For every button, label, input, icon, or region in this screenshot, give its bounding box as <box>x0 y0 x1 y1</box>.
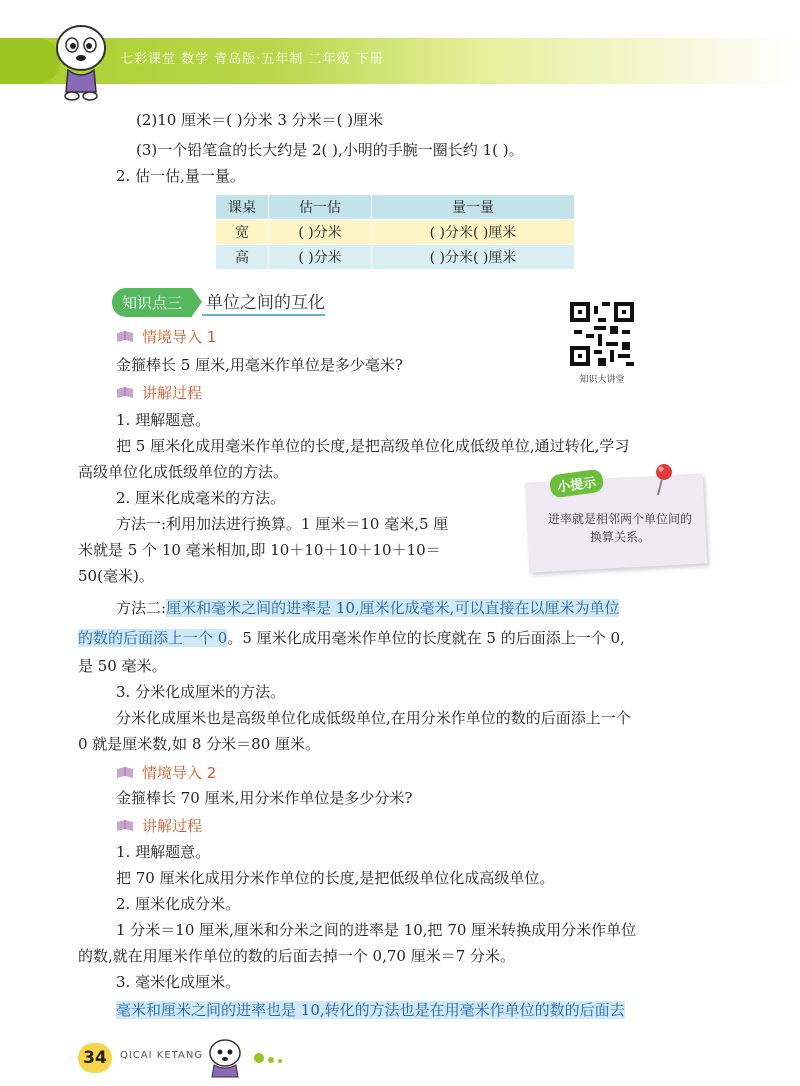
knowledge-point-title: 单位之间的互化 <box>202 288 325 316</box>
process1-step3: 3. 分米化成厘米的方法。 <box>116 683 286 701</box>
step3-text: 0 就是厘米数,如 8 分米＝80 厘米。 <box>78 735 321 753</box>
method1-text: 米就是 5 个 10 毫米相加,即 10＋10＋10＋10＋10＝ <box>78 541 441 559</box>
method2-line <box>78 628 625 648</box>
exercise-q2: (2)10 厘米＝( )分米 3 分米＝( )厘米 <box>136 111 384 129</box>
process2-step1: 1. 理解题意。 <box>116 843 211 861</box>
mascot-icon <box>200 1035 250 1081</box>
tip-text: 进率就是相邻两个单位间的换算关系。 <box>547 512 692 544</box>
process2-heading: 讲解过程 <box>116 815 202 836</box>
method2-line <box>116 598 619 618</box>
exercise-q3: (3)一个铅笔盒的长大约是 2( ),小明的手腕一圈长约 1( )。 <box>136 141 524 159</box>
method2-highlight: 厘米和毫米之间的进率是 10,厘米化成毫米,可以直接在以厘米为单位 <box>166 599 620 617</box>
method2-rest: 。5 厘米化成用毫米作单位的长度就在 5 的后面添上一个 0, <box>227 629 625 647</box>
table-cell: 高 <box>216 245 269 270</box>
process2-highlight: 毫米和厘米之间的进率也是 10,转化的方法也是在用毫米作单位的数的后面去 <box>116 1001 625 1019</box>
process2-text: 把 70 厘米化成用分米作单位的长度,是把低级单位化成高级单位。 <box>116 869 555 887</box>
qr-code-icon[interactable] <box>570 302 634 366</box>
process2-highlight-line <box>116 1000 625 1020</box>
table-cell: ( )分米 <box>269 220 372 245</box>
page-number: 34 <box>78 1043 112 1073</box>
table-row <box>216 245 575 270</box>
qr-caption: 知识大讲堂 <box>579 375 625 385</box>
estimate-table <box>215 194 575 270</box>
process1-text: 把 5 厘米化成用毫米作单位的长度,是把高级单位化成低级单位,通过转化,学习 <box>116 437 630 455</box>
book-icon <box>116 766 134 779</box>
footer-dots <box>254 1048 286 1067</box>
knowledge-point-banner <box>112 287 325 317</box>
exercise-task2: 2. 估一估,量一量。 <box>116 167 245 185</box>
method1-text: 50(毫米)。 <box>78 567 154 585</box>
header-title: 七彩课堂 数学 青岛版·五年制 二年级 下册 <box>120 52 384 67</box>
pushpin-icon <box>650 463 676 497</box>
table-header: 估一估 <box>269 195 372 220</box>
step3-text: 分米化成厘米也是高级单位化成低级单位,在用分米作单位的数的后面添上一个 <box>116 709 631 727</box>
mascot-icon <box>46 18 116 102</box>
table-cell: ( )分米 <box>269 245 372 270</box>
scenario1-heading: 情境导入 1 <box>116 326 216 347</box>
book-icon <box>116 386 134 399</box>
method2-prefix: 方法二: <box>116 599 167 617</box>
scenario2-heading: 情境导入 2 <box>116 762 216 783</box>
method1-text: 方法一:利用加法进行换算。1 厘米＝10 毫米,5 厘 <box>116 515 449 533</box>
table-cell: ( )分米( )厘米 <box>372 245 575 270</box>
knowledge-point-label: 知识点三 <box>112 288 192 317</box>
process1-step1: 1. 理解题意。 <box>116 411 211 429</box>
book-icon <box>116 330 134 343</box>
process2-text: 1 分米＝10 厘米,厘米和分米之间的进率是 10,把 70 厘米转换成用分米作单位 <box>116 921 637 939</box>
scenario1-question: 金箍棒长 5 厘米,用毫米作单位是多少毫米? <box>116 356 403 374</box>
table-header: 量一量 <box>372 195 575 220</box>
table-cell: ( )分米( )厘米 <box>372 220 575 245</box>
process1-text: 高级单位化成低级单位的方法。 <box>78 463 289 481</box>
book-icon <box>116 819 134 832</box>
process2-step2: 2. 厘米化成分米。 <box>116 895 241 913</box>
tip-badge: 小提示 <box>549 468 605 498</box>
scenario2-question: 金箍棒长 70 厘米,用分米作单位是多少分米? <box>116 789 413 807</box>
process2-step3: 3. 毫米化成厘米。 <box>116 973 241 991</box>
table-cell: 宽 <box>216 220 269 245</box>
footer-brand: QICAI KETANG <box>120 1050 204 1061</box>
table-header: 课桌 <box>216 195 269 220</box>
method2-text: 是 50 毫米。 <box>78 657 167 675</box>
method2-highlight: 的数的后面添上一个 0 <box>78 629 228 647</box>
process2-text: 的数,就在用厘米作单位的数的后面去掉一个 0,70 厘米＝7 分米。 <box>78 947 516 965</box>
process1-heading: 讲解过程 <box>116 382 202 403</box>
table-row <box>216 220 575 245</box>
process1-step2: 2. 厘米化成毫米的方法。 <box>116 489 286 507</box>
